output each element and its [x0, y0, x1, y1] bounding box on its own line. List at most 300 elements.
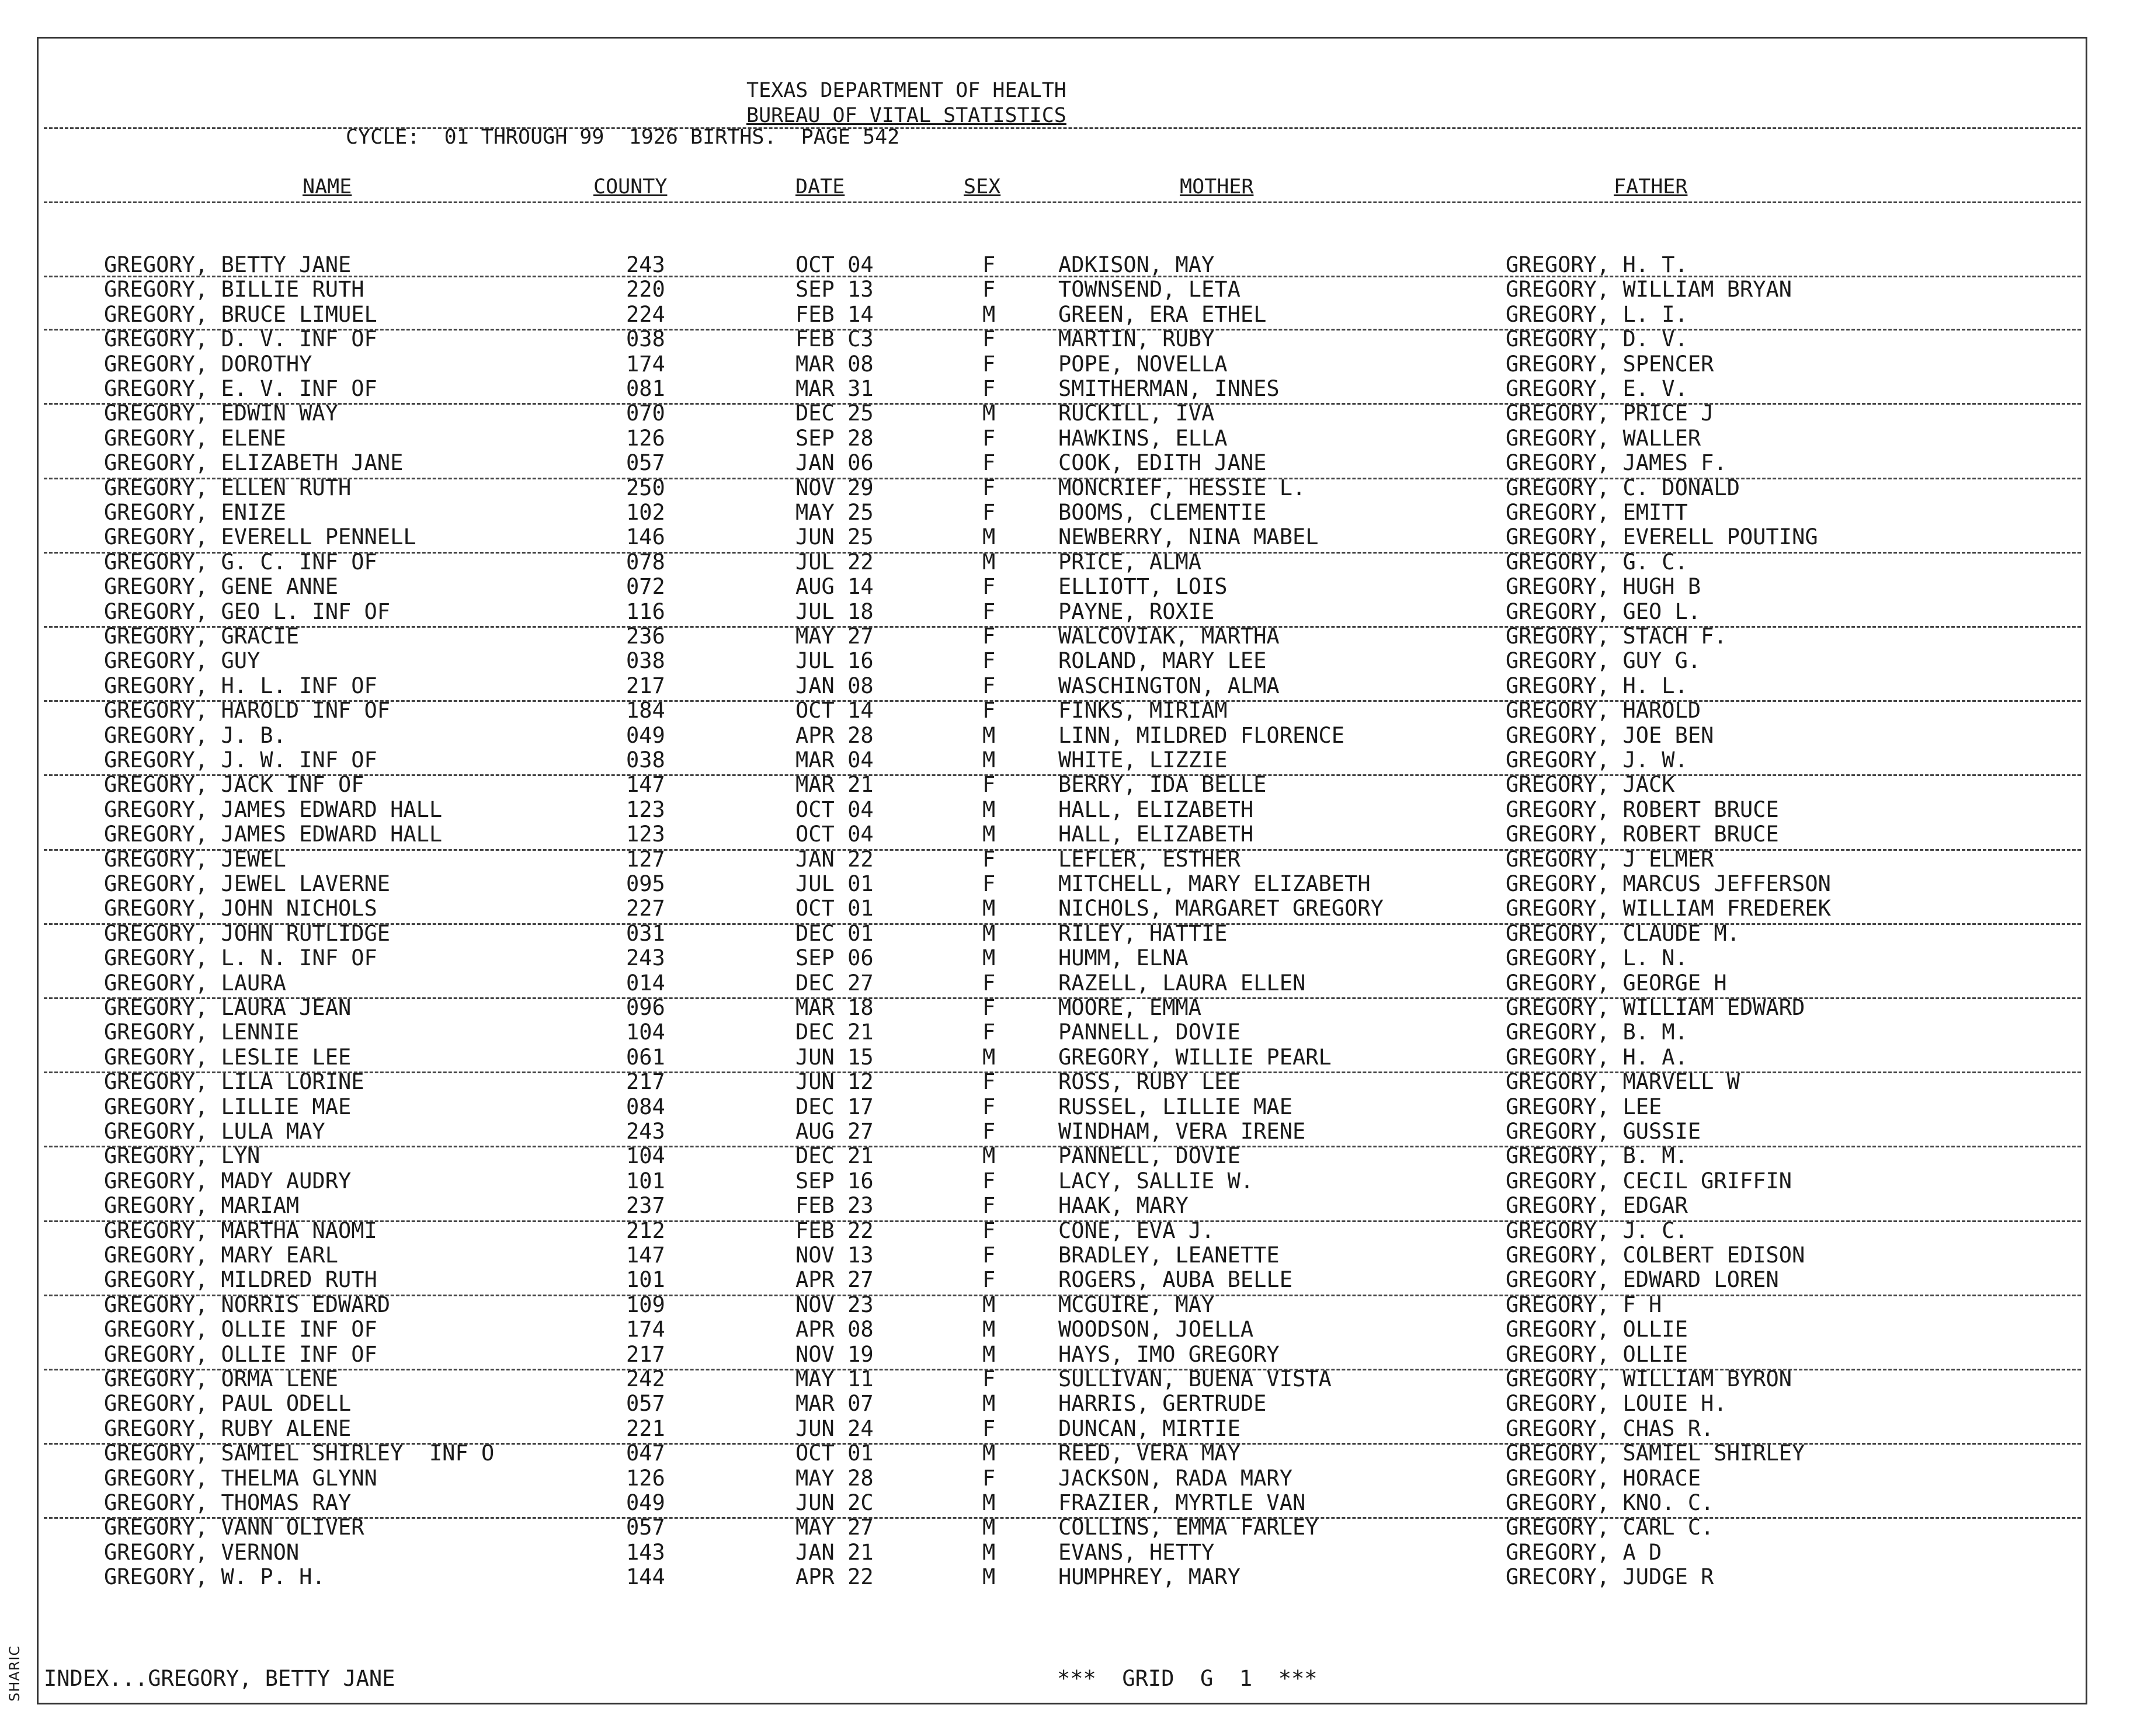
table-row: [0, 302, 2137, 327]
cell-name: GREGORY, THOMAS RAY: [104, 1490, 352, 1515]
cell-date: DEC 25: [795, 401, 874, 426]
table-row: [0, 1391, 2137, 1416]
cell-date: FEB 14: [795, 301, 874, 327]
cell-father: GREGORY, EDGAR: [1506, 1193, 1688, 1219]
cell-name: GREGORY, ORMA LENE: [104, 1366, 338, 1391]
cell-mother: PANNELL, DOVIE: [1058, 1020, 1240, 1045]
cell-county: 104: [626, 1020, 665, 1045]
cell-name: GREGORY, MARY EARL: [104, 1243, 338, 1268]
cell-date: MAY 27: [795, 624, 874, 649]
cell-sex: M: [982, 896, 996, 921]
table-row: [0, 822, 2137, 847]
cell-date: NOV 29: [795, 475, 874, 500]
cell-mother: LACY, SALLIE W.: [1058, 1168, 1254, 1194]
cell-sex: F: [982, 1119, 996, 1144]
cell-name: GREGORY, MARTHA NAOMI: [104, 1217, 377, 1243]
row-divider: [44, 478, 2081, 479]
table-row: [0, 1020, 2137, 1045]
cell-father: GREGORY, JAMES F.: [1506, 450, 1727, 476]
cell-father: GREGORY, EMITT: [1506, 500, 1688, 525]
cell-date: MAY 11: [795, 1366, 874, 1391]
cell-name: GREGORY, G. C. INF OF: [104, 549, 377, 575]
cell-sex: M: [982, 301, 996, 327]
cell-father: GREGORY, HORACE: [1506, 1465, 1701, 1491]
table-row: [0, 253, 2137, 277]
cell-mother: TOWNSEND, LETA: [1058, 277, 1240, 302]
cell-date: FEB 23: [795, 1193, 874, 1219]
cell-county: 096: [626, 995, 665, 1020]
cell-county: 116: [626, 599, 665, 624]
cell-county: 146: [626, 524, 665, 550]
cell-county: 101: [626, 1267, 665, 1293]
header-bureau: BUREAU OF VITAL STATISTICS: [746, 104, 1066, 127]
table-row: [0, 723, 2137, 748]
cell-sex: M: [982, 1292, 996, 1317]
cell-date: APR 22: [795, 1564, 874, 1590]
cell-sex: F: [982, 871, 996, 896]
cell-name: GREGORY, VANN OLIVER: [104, 1515, 364, 1540]
cell-name: GREGORY, JEWEL: [104, 846, 286, 872]
cell-date: NOV 19: [795, 1341, 874, 1367]
row-divider: [44, 626, 2081, 628]
table-row: [0, 748, 2137, 773]
cell-name: GREGORY, J. W. INF OF: [104, 747, 377, 773]
table-row: [0, 476, 2137, 500]
table-row: [0, 1194, 2137, 1218]
table-row: [0, 575, 2137, 599]
cell-county: 072: [626, 574, 665, 600]
cell-sex: F: [982, 1168, 996, 1194]
cell-sex: M: [982, 796, 996, 822]
cell-father: GREGORY, MARCUS JEFFERSON: [1506, 871, 1831, 896]
cell-name: GREGORY, BILLIE RUTH: [104, 277, 364, 302]
cell-sex: M: [982, 1391, 996, 1417]
cell-county: 236: [626, 624, 665, 649]
cell-county: 047: [626, 1441, 665, 1466]
cell-sex: F: [982, 1366, 996, 1391]
row-divider: [44, 552, 2081, 554]
cell-county: 143: [626, 1539, 665, 1565]
cell-mother: FRAZIER, MYRTLE VAN: [1058, 1490, 1306, 1515]
cell-date: DEC 21: [795, 1020, 874, 1045]
cell-name: GREGORY, W. P. H.: [104, 1564, 325, 1590]
cell-date: JAN 21: [795, 1539, 874, 1565]
cell-mother: PAYNE, ROXIE: [1058, 599, 1215, 624]
cell-county: 147: [626, 772, 665, 798]
cell-sex: F: [982, 1267, 996, 1293]
cell-name: GREGORY, EDWIN WAY: [104, 401, 338, 426]
cell-name: GREGORY, LYN: [104, 1143, 260, 1169]
cell-sex: F: [982, 351, 996, 377]
cell-name: GREGORY, JAMES EDWARD HALL: [104, 822, 443, 847]
cell-name: GREGORY, LULA MAY: [104, 1119, 325, 1144]
cell-father: GREGORY, WALLER: [1506, 425, 1701, 451]
cell-mother: MONCRIEF, HESSIE L.: [1058, 475, 1306, 500]
cell-father: GREGORY, COLBERT EDISON: [1506, 1243, 1805, 1268]
cell-sex: F: [982, 1069, 996, 1095]
cell-father: GREGORY, A D: [1506, 1539, 1662, 1565]
cell-county: 014: [626, 970, 665, 996]
cell-county: 038: [626, 648, 665, 674]
cell-name: GREGORY, JAMES EDWARD HALL: [104, 796, 443, 822]
cell-county: 243: [626, 252, 665, 277]
cell-father: GREGORY, OLLIE: [1506, 1341, 1688, 1367]
cell-name: GREGORY, VERNON: [104, 1539, 300, 1565]
cell-date: MAR 07: [795, 1391, 874, 1417]
cell-date: JAN 08: [795, 673, 874, 698]
cell-county: 127: [626, 846, 665, 872]
cell-county: 057: [626, 1391, 665, 1417]
cell-father: GREGORY, JACK: [1506, 772, 1675, 798]
cell-mother: FINKS, MIRIAM: [1058, 698, 1228, 723]
cell-sex: M: [982, 822, 996, 847]
cell-father: GREGORY, WILLIAM FREDEREK: [1506, 896, 1831, 921]
table-row: [0, 1243, 2137, 1268]
column-header-sex: SEX: [964, 175, 1001, 199]
cell-county: 174: [626, 1317, 665, 1342]
row-divider: [44, 997, 2081, 999]
table-row: [0, 698, 2137, 723]
row-divider: [44, 1295, 2081, 1296]
cell-name: GREGORY, J. B.: [104, 722, 286, 748]
cell-name: GREGORY, JOHN RUTLIDGE: [104, 920, 391, 946]
cell-county: 049: [626, 722, 665, 748]
row-divider: [44, 700, 2081, 702]
cell-name: GREGORY, JACK INF OF: [104, 772, 364, 798]
cell-mother: EVANS, HETTY: [1058, 1539, 1215, 1565]
cell-mother: WALCOVIAK, MARTHA: [1058, 624, 1280, 649]
cell-father: GRECORY, JUDGE R: [1506, 1564, 1714, 1590]
cell-name: GREGORY, BRUCE LIMUEL: [104, 301, 377, 327]
cell-father: GREGORY, WILLIAM BRYAN: [1506, 277, 1792, 302]
cell-father: GREGORY, C. DONALD: [1506, 475, 1740, 500]
cell-date: OCT 04: [795, 822, 874, 847]
cell-father: GREGORY, GUSSIE: [1506, 1119, 1701, 1144]
cell-date: MAY 25: [795, 500, 874, 525]
table-row: [0, 352, 2137, 377]
cell-county: 243: [626, 945, 665, 971]
table-row: [0, 996, 2137, 1020]
cell-father: GREGORY, WILLIAM EDWARD: [1506, 995, 1805, 1020]
cell-mother: WHITE, LIZZIE: [1058, 747, 1228, 773]
row-divider: [44, 1146, 2081, 1147]
cell-father: GREGORY, GEO L.: [1506, 599, 1701, 624]
side-label-text: SHARIC: [6, 1645, 23, 1702]
cell-date: FEB C3: [795, 326, 874, 352]
cell-sex: M: [982, 1564, 996, 1590]
cell-sex: M: [982, 1044, 996, 1070]
column-header-date: DATE: [795, 175, 845, 199]
cell-county: 070: [626, 401, 665, 426]
cell-father: GREGORY, B. M.: [1506, 1143, 1688, 1169]
cell-sex: F: [982, 475, 996, 500]
cell-father: GREGORY, HUGH B: [1506, 574, 1701, 600]
cell-mother: HALL, ELIZABETH: [1058, 796, 1254, 822]
column-header-mother: MOTHER: [1180, 175, 1254, 199]
cell-name: GREGORY, BETTY JANE: [104, 252, 352, 277]
cell-county: 212: [626, 1217, 665, 1243]
cell-father: GREGORY, J. C.: [1506, 1217, 1688, 1243]
cell-sex: F: [982, 772, 996, 798]
cell-county: 250: [626, 475, 665, 500]
cell-date: JUL 18: [795, 599, 874, 624]
cell-county: 174: [626, 351, 665, 377]
cell-date: JUN 25: [795, 524, 874, 550]
cell-name: GREGORY, SAMIEL SHIRLEY INF O: [104, 1441, 495, 1466]
cell-county: 031: [626, 920, 665, 946]
cell-date: MAR 04: [795, 747, 874, 773]
cell-sex: F: [982, 1415, 996, 1441]
cell-mother: WASCHINGTON, ALMA: [1058, 673, 1280, 698]
cell-county: 221: [626, 1415, 665, 1441]
cell-date: DEC 17: [795, 1094, 874, 1119]
cell-mother: HAYS, IMO GREGORY: [1058, 1341, 1280, 1367]
table-row: [0, 649, 2137, 673]
cell-name: GREGORY, D. V. INF OF: [104, 326, 377, 352]
cell-date: JUN 12: [795, 1069, 874, 1095]
cell-mother: POPE, NOVELLA: [1058, 351, 1228, 377]
cell-sex: M: [982, 1317, 996, 1342]
cell-mother: CONE, EVA J.: [1058, 1217, 1215, 1243]
cell-name: GREGORY, GRACIE: [104, 624, 300, 649]
row-divider: [44, 849, 2081, 851]
cell-father: GREGORY, L. N.: [1506, 945, 1688, 971]
cell-mother: HAWKINS, ELLA: [1058, 425, 1228, 451]
cell-father: GREGORY, GUY G.: [1506, 648, 1701, 674]
cell-date: DEC 21: [795, 1143, 874, 1169]
cell-father: GREGORY, CHAS R.: [1506, 1415, 1714, 1441]
table-row: [0, 1268, 2137, 1292]
cell-name: GREGORY, DOROTHY: [104, 351, 312, 377]
table-row: [0, 1045, 2137, 1070]
cell-mother: JACKSON, RADA MARY: [1058, 1465, 1292, 1491]
table-row: [0, 600, 2137, 624]
table-row: [0, 1417, 2137, 1441]
cell-county: 101: [626, 1168, 665, 1194]
table-row: [0, 1565, 2137, 1589]
cell-county: 104: [626, 1143, 665, 1169]
cell-mother: RILEY, HATTIE: [1058, 920, 1228, 946]
table-row: [0, 1119, 2137, 1144]
cell-sex: F: [982, 1465, 996, 1491]
cell-sex: F: [982, 846, 996, 872]
cell-father: GREGORY, KNO. C.: [1506, 1490, 1714, 1515]
row-divider: [44, 1071, 2081, 1073]
cell-name: GREGORY, LILLIE MAE: [104, 1094, 352, 1119]
cell-county: 095: [626, 871, 665, 896]
table-row: [0, 1466, 2137, 1491]
cell-father: GREGORY, PRICE J: [1506, 401, 1714, 426]
cell-date: OCT 04: [795, 252, 874, 277]
table-row: [0, 451, 2137, 475]
cell-sex: M: [982, 401, 996, 426]
cell-name: GREGORY, E. V. INF OF: [104, 376, 377, 401]
cell-sex: F: [982, 500, 996, 525]
cell-county: 102: [626, 500, 665, 525]
table-row: [0, 847, 2137, 872]
row-divider: [44, 1517, 2081, 1519]
cell-father: GREGORY, CECIL GRIFFIN: [1506, 1168, 1792, 1194]
cell-father: GREGORY, OLLIE: [1506, 1317, 1688, 1342]
cell-county: 049: [626, 1490, 665, 1515]
cell-mother: ADKISON, MAY: [1058, 252, 1215, 277]
cell-county: 081: [626, 376, 665, 401]
cell-county: 126: [626, 1465, 665, 1491]
cell-date: OCT 01: [795, 1441, 874, 1466]
cell-county: 144: [626, 1564, 665, 1590]
cell-county: 057: [626, 1515, 665, 1540]
column-header-divider: [44, 201, 2081, 203]
cell-date: MAY 27: [795, 1515, 874, 1540]
cell-date: AUG 14: [795, 574, 874, 600]
table-row: [0, 624, 2137, 649]
row-divider: [44, 329, 2081, 330]
cell-mother: LINN, MILDRED FLORENCE: [1058, 722, 1345, 748]
cell-father: GREGORY, E. V.: [1506, 376, 1688, 401]
cell-mother: HAAK, MARY: [1058, 1193, 1189, 1219]
table-row: [0, 327, 2137, 352]
cell-mother: NEWBERRY, NINA MABEL: [1058, 524, 1319, 550]
table-row: [0, 971, 2137, 996]
cell-father: GREGORY, LEE: [1506, 1094, 1662, 1119]
cell-county: 078: [626, 549, 665, 575]
cell-name: GREGORY, GEO L. INF OF: [104, 599, 391, 624]
cell-father: GREGORY, F H: [1506, 1292, 1662, 1317]
table-row: [0, 946, 2137, 970]
cell-name: GREGORY, EVERELL PENNELL: [104, 524, 416, 550]
cell-date: SEP 06: [795, 945, 874, 971]
cell-mother: NICHOLS, MARGARET GREGORY: [1058, 896, 1384, 921]
cell-name: GREGORY, GUY: [104, 648, 260, 674]
cell-father: GREGORY, D. V.: [1506, 326, 1688, 352]
cell-county: 038: [626, 747, 665, 773]
cell-date: JUN 2C: [795, 1490, 874, 1515]
cell-father: GREGORY, ROBERT BRUCE: [1506, 796, 1779, 822]
table-row: [0, 525, 2137, 549]
cell-name: GREGORY, MADY AUDRY: [104, 1168, 352, 1194]
column-header-name: NAME: [303, 175, 352, 199]
cell-mother: PANNELL, DOVIE: [1058, 1143, 1240, 1169]
cell-county: 061: [626, 1044, 665, 1070]
row-divider: [44, 403, 2081, 405]
table-row: [0, 1367, 2137, 1391]
cell-name: GREGORY, PAUL ODELL: [104, 1391, 352, 1417]
cell-date: JAN 22: [795, 846, 874, 872]
table-row: [0, 1441, 2137, 1466]
cell-name: GREGORY, LAURA: [104, 970, 286, 996]
cell-sex: M: [982, 920, 996, 946]
cell-date: APR 27: [795, 1267, 874, 1293]
cell-mother: MCGUIRE, MAY: [1058, 1292, 1215, 1317]
cell-county: 147: [626, 1243, 665, 1268]
cell-father: GREGORY, SPENCER: [1506, 351, 1714, 377]
cell-date: DEC 01: [795, 920, 874, 946]
cell-county: 237: [626, 1193, 665, 1219]
row-divider: [44, 1369, 2081, 1370]
cell-father: GREGORY, LOUIE H.: [1506, 1391, 1727, 1417]
table-row: [0, 1293, 2137, 1317]
cell-mother: LEFLER, ESTHER: [1058, 846, 1240, 872]
cell-county: 217: [626, 673, 665, 698]
cell-mother: GREGORY, WILLIE PEARL: [1058, 1044, 1332, 1070]
cell-county: 057: [626, 450, 665, 476]
cell-date: MAR 31: [795, 376, 874, 401]
cell-father: GREGORY, H. L.: [1506, 673, 1688, 698]
cell-mother: COLLINS, EMMA FARLEY: [1058, 1515, 1319, 1540]
cell-father: GREGORY, CLAUDE M.: [1506, 920, 1740, 946]
cell-name: GREGORY, RUBY ALENE: [104, 1415, 352, 1441]
cell-name: GREGORY, ENIZE: [104, 500, 286, 525]
cell-father: GREGORY, STACH F.: [1506, 624, 1727, 649]
cell-sex: F: [982, 970, 996, 996]
footer-grid: *** GRID G 1 ***: [1057, 1666, 1318, 1691]
cell-date: JUN 24: [795, 1415, 874, 1441]
cell-mother: REED, VERA MAY: [1058, 1441, 1240, 1466]
cell-name: GREGORY, OLLIE INF OF: [104, 1317, 377, 1342]
cell-sex: F: [982, 1020, 996, 1045]
column-header-father: FATHER: [1614, 175, 1688, 199]
cell-county: 109: [626, 1292, 665, 1317]
cell-county: 184: [626, 698, 665, 723]
cell-name: GREGORY, LESLIE LEE: [104, 1044, 352, 1070]
cell-sex: F: [982, 1243, 996, 1268]
cell-county: 227: [626, 896, 665, 921]
cell-father: GREGORY, EVERELL POUTING: [1506, 524, 1818, 550]
table-row: [0, 674, 2137, 698]
cell-name: GREGORY, THELMA GLYNN: [104, 1465, 377, 1491]
cell-date: JUL 16: [795, 648, 874, 674]
row-divider: [44, 923, 2081, 925]
cell-mother: RUSSEL, LILLIE MAE: [1058, 1094, 1292, 1119]
cell-name: GREGORY, NORRIS EDWARD: [104, 1292, 391, 1317]
cell-date: JUL 22: [795, 549, 874, 575]
cell-mother: HARRIS, GERTRUDE: [1058, 1391, 1267, 1417]
cell-father: GREGORY, ROBERT BRUCE: [1506, 822, 1779, 847]
row-divider: [44, 276, 2081, 277]
table-row: [0, 1219, 2137, 1243]
cell-name: GREGORY, L. N. INF OF: [104, 945, 377, 971]
table-row: [0, 550, 2137, 575]
table-row: [0, 426, 2137, 451]
cell-sex: F: [982, 995, 996, 1020]
cell-county: 123: [626, 796, 665, 822]
cell-mother: HUMPHREY, MARY: [1058, 1564, 1240, 1590]
cell-name: GREGORY, LENNIE: [104, 1020, 300, 1045]
header-title: TEXAS DEPARTMENT OF HEALTH: [746, 79, 1066, 102]
cell-name: GREGORY, ELIZABETH JANE: [104, 450, 404, 476]
table-row: [0, 1342, 2137, 1367]
cell-date: NOV 23: [795, 1292, 874, 1317]
cell-date: MAR 08: [795, 351, 874, 377]
cell-mother: ELLIOTT, LOIS: [1058, 574, 1228, 600]
cell-mother: MOORE, EMMA: [1058, 995, 1202, 1020]
cell-date: SEP 13: [795, 277, 874, 302]
cell-sex: F: [982, 1094, 996, 1119]
cell-date: JAN 06: [795, 450, 874, 476]
table-row: [0, 1070, 2137, 1094]
cell-sex: F: [982, 1193, 996, 1219]
cell-sex: M: [982, 1143, 996, 1169]
cell-sex: M: [982, 549, 996, 575]
cell-name: GREGORY, LAURA JEAN: [104, 995, 352, 1020]
cell-father: GREGORY, G. C.: [1506, 549, 1688, 575]
cell-sex: F: [982, 574, 996, 600]
cell-sex: M: [982, 747, 996, 773]
table-row: [0, 896, 2137, 921]
cell-mother: PRICE, ALMA: [1058, 549, 1202, 575]
cell-date: SEP 16: [795, 1168, 874, 1194]
cell-mother: HUMM, ELNA: [1058, 945, 1189, 971]
